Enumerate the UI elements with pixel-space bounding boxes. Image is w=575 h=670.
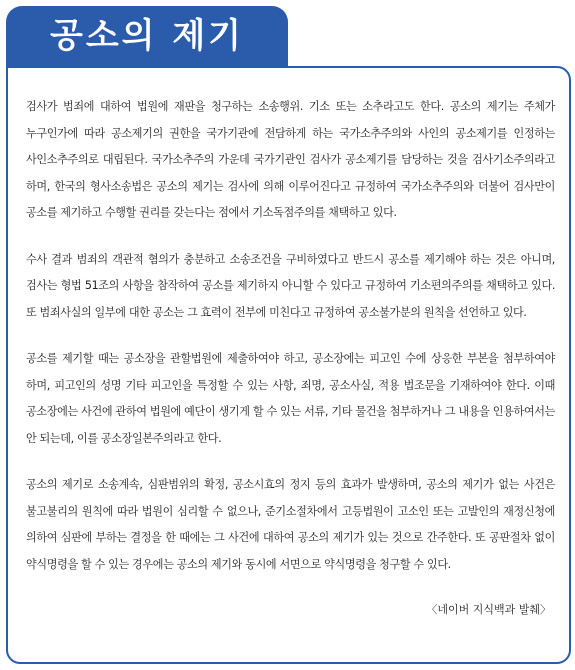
page-title: 공소의 제기	[49, 16, 245, 56]
paragraph-2: 수사 결과 범죄의 객관적 혐의가 충분하고 소송조건을 구비하였다고 반드시 공소를 제기해야 하는 것은 아니며, 검사는 형법 51조의 사항을 참작하여 공소를 제기하지 아니할 수 있다고 규정하여 기소편의주의를 채택하고 있다. 또 범죄사실의 일부에 대한 공소는 그 효력이 전부에 미친다고 규정하여 공소불가분의 원칙을 선언하고 있다.	[26, 252, 555, 319]
paragraph-3: 공소를 제기할 때는 공소장을 관할법원에 제출하여야 하고, 공소장에는 피고인 수에 상응한 부본을 첨부하여야 하며, 피고인의 성명 기타 피고인을 특정할 수 있는 사항, 죄명, 공소사실, 적용 법조문을 기재하여야 한다. 이때 공소장에는 사건에 관하여 법원에 예단이 생기게 할 수 있는 서류, 기타 물건을 첨부하거나 그 내용을 인용하여서는 안 되는데, 이를 공소장일본주의라고 한다.	[26, 352, 555, 445]
paragraph-4: 공소의 제기로 소송계속, 심판범위의 확정, 공소시효의 정지 등의 효과가 발생하며, 공소의 제기가 없는 사건은 불고불리의 원칙에 따라 법원이 심리할 수 없으나, 준기소절차에서 고등법원이 고소인 또는 고발인의 재정신청에 의하여 심판에 부하는 결정을 한 때에는 그 사건에 대하여 공소의 제기가 있는 것으로 간주한다. 또 공판절차 없이 약식명령을 할 수 있는 경우에는 공소의 제기와 동시에 서면으로 약식명령을 청구할 수 있다.	[26, 478, 555, 571]
source-citation: 〈네이버 지식백과 발췌〉	[426, 603, 551, 616]
content-box	[6, 66, 571, 664]
paragraph-1: 검사가 범죄에 대하여 법원에 재판을 청구하는 소송행위. 기소 또는 소추라고도 한다. 공소의 제기는 주체가 누구인가에 따라 공소제기의 권한을 국가기관에 전담하게 하는 국가소추주의와 사인의 공소제기를 인정하는 사인소추주의로 대립된다. 국가소추주의 가운데 국가기관인 검사가 공소제기를 담당하는 것을 검사기소주의라고 하며, 한국의 형사소송법은 공소의 제기는 검사에 의해 이루어진다고 규정하여 국가소추주의와 더불어 검사만이 공소를 제기하고 수행할 권리를 갖는다는 점에서 기소독점주의를 채택하고 있다.	[26, 100, 555, 219]
title-tab	[6, 6, 288, 66]
